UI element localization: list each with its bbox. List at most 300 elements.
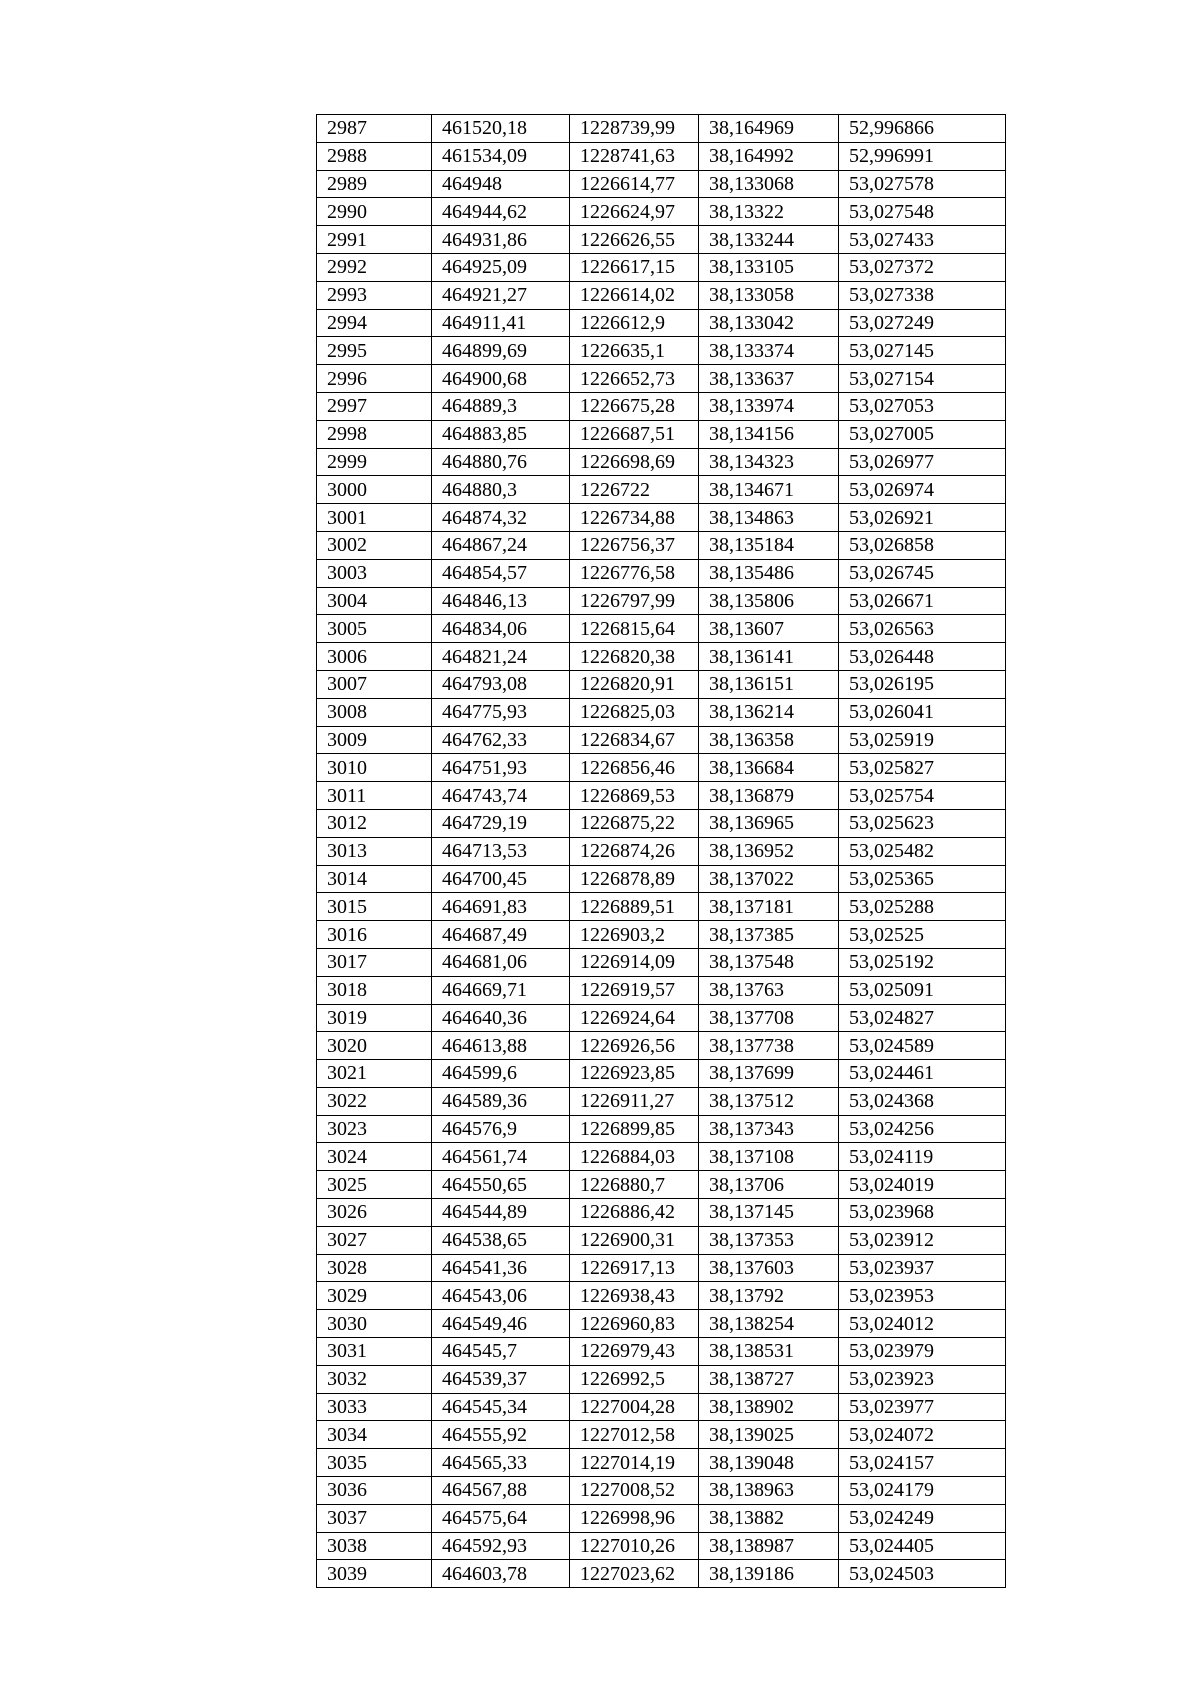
y-coordinate-cell: 1226797,99: [570, 587, 699, 615]
y-coordinate-cell: 1226903,2: [570, 921, 699, 949]
table-row: [317, 253, 1006, 281]
point-number-cell: 2993: [317, 281, 432, 309]
longitude-cell: 38,13706: [699, 1171, 839, 1199]
latitude-cell: 53,026977: [839, 448, 1006, 476]
x-coordinate-cell: 464846,13: [432, 587, 570, 615]
y-coordinate-cell: 1226878,89: [570, 865, 699, 893]
point-number-cell: 3017: [317, 948, 432, 976]
x-coordinate-cell: 464834,06: [432, 615, 570, 643]
point-number-cell: 3011: [317, 782, 432, 810]
longitude-cell: 38,138531: [699, 1338, 839, 1366]
table-row: [317, 365, 1006, 393]
x-coordinate-cell: 464691,83: [432, 893, 570, 921]
point-number-cell: 2996: [317, 365, 432, 393]
latitude-cell: 53,027338: [839, 281, 1006, 309]
point-number-cell: 3025: [317, 1171, 432, 1199]
point-number-cell: 2990: [317, 198, 432, 226]
x-coordinate-cell: 464592,93: [432, 1532, 570, 1560]
x-coordinate-cell: 464911,41: [432, 309, 570, 337]
point-number-cell: 3012: [317, 809, 432, 837]
longitude-cell: 38,136358: [699, 726, 839, 754]
longitude-cell: 38,138727: [699, 1365, 839, 1393]
point-number-cell: 3006: [317, 643, 432, 671]
y-coordinate-cell: 1226938,43: [570, 1282, 699, 1310]
table-row: [317, 948, 1006, 976]
longitude-cell: 38,133637: [699, 365, 839, 393]
longitude-cell: 38,137699: [699, 1060, 839, 1088]
y-coordinate-cell: 1226875,22: [570, 809, 699, 837]
point-number-cell: 3027: [317, 1226, 432, 1254]
y-coordinate-cell: 1226874,26: [570, 837, 699, 865]
y-coordinate-cell: 1226889,51: [570, 893, 699, 921]
latitude-cell: 53,024072: [839, 1421, 1006, 1449]
point-number-cell: 2999: [317, 448, 432, 476]
y-coordinate-cell: 1226626,55: [570, 226, 699, 254]
table-row: [317, 1338, 1006, 1366]
table-row: [317, 392, 1006, 420]
longitude-cell: 38,137548: [699, 948, 839, 976]
latitude-cell: 53,027005: [839, 420, 1006, 448]
longitude-cell: 38,136965: [699, 809, 839, 837]
table-row: [317, 1032, 1006, 1060]
table-row: [317, 1087, 1006, 1115]
point-number-cell: 3009: [317, 726, 432, 754]
longitude-cell: 38,135806: [699, 587, 839, 615]
longitude-cell: 38,13607: [699, 615, 839, 643]
longitude-cell: 38,164969: [699, 115, 839, 143]
latitude-cell: 53,023937: [839, 1254, 1006, 1282]
latitude-cell: 53,02525: [839, 921, 1006, 949]
longitude-cell: 38,13763: [699, 976, 839, 1004]
longitude-cell: 38,139048: [699, 1449, 839, 1477]
x-coordinate-cell: 464925,09: [432, 253, 570, 281]
y-coordinate-cell: 1226979,43: [570, 1338, 699, 1366]
y-coordinate-cell: 1226924,64: [570, 1004, 699, 1032]
y-coordinate-cell: 1226919,57: [570, 976, 699, 1004]
x-coordinate-cell: 464539,37: [432, 1365, 570, 1393]
latitude-cell: 53,026195: [839, 670, 1006, 698]
longitude-cell: 38,136684: [699, 754, 839, 782]
table-row: [317, 1310, 1006, 1338]
x-coordinate-cell: 464743,74: [432, 782, 570, 810]
point-number-cell: 2992: [317, 253, 432, 281]
x-coordinate-cell: 464541,36: [432, 1254, 570, 1282]
longitude-cell: 38,137343: [699, 1115, 839, 1143]
x-coordinate-cell: 464921,27: [432, 281, 570, 309]
y-coordinate-cell: 1226614,02: [570, 281, 699, 309]
point-number-cell: 3001: [317, 504, 432, 532]
y-coordinate-cell: 1227010,26: [570, 1532, 699, 1560]
table-row: [317, 1504, 1006, 1532]
latitude-cell: 53,027053: [839, 392, 1006, 420]
y-coordinate-cell: 1226675,28: [570, 392, 699, 420]
latitude-cell: 53,024368: [839, 1087, 1006, 1115]
x-coordinate-cell: 464793,08: [432, 670, 570, 698]
point-number-cell: 3019: [317, 1004, 432, 1032]
longitude-cell: 38,137708: [699, 1004, 839, 1032]
latitude-cell: 53,027249: [839, 309, 1006, 337]
longitude-cell: 38,138902: [699, 1393, 839, 1421]
latitude-cell: 53,026041: [839, 698, 1006, 726]
y-coordinate-cell: 1226722: [570, 476, 699, 504]
point-number-cell: 3029: [317, 1282, 432, 1310]
point-number-cell: 3037: [317, 1504, 432, 1532]
x-coordinate-cell: 464567,88: [432, 1477, 570, 1505]
table-row: [317, 142, 1006, 170]
latitude-cell: 53,025827: [839, 754, 1006, 782]
point-number-cell: 3039: [317, 1560, 432, 1588]
table-row: [317, 1143, 1006, 1171]
point-number-cell: 3020: [317, 1032, 432, 1060]
point-number-cell: 3038: [317, 1532, 432, 1560]
longitude-cell: 38,137022: [699, 865, 839, 893]
y-coordinate-cell: 1226612,9: [570, 309, 699, 337]
x-coordinate-cell: 464545,34: [432, 1393, 570, 1421]
longitude-cell: 38,137181: [699, 893, 839, 921]
x-coordinate-cell: 464729,19: [432, 809, 570, 837]
latitude-cell: 53,026745: [839, 559, 1006, 587]
longitude-cell: 38,136141: [699, 643, 839, 671]
table-row: [317, 615, 1006, 643]
x-coordinate-cell: 464640,36: [432, 1004, 570, 1032]
table-row: [317, 670, 1006, 698]
y-coordinate-cell: 1226624,97: [570, 198, 699, 226]
y-coordinate-cell: 1226734,88: [570, 504, 699, 532]
latitude-cell: 53,025623: [839, 809, 1006, 837]
longitude-cell: 38,133058: [699, 281, 839, 309]
x-coordinate-cell: 464713,53: [432, 837, 570, 865]
table-row: [317, 782, 1006, 810]
x-coordinate-cell: 464899,69: [432, 337, 570, 365]
longitude-cell: 38,137385: [699, 921, 839, 949]
table-row: [317, 226, 1006, 254]
table-row: [317, 865, 1006, 893]
y-coordinate-cell: 1226856,46: [570, 754, 699, 782]
x-coordinate-cell: 464687,49: [432, 921, 570, 949]
longitude-cell: 38,133042: [699, 309, 839, 337]
latitude-cell: 53,025365: [839, 865, 1006, 893]
x-coordinate-cell: 464538,65: [432, 1226, 570, 1254]
longitude-cell: 38,139025: [699, 1421, 839, 1449]
x-coordinate-cell: 464549,46: [432, 1310, 570, 1338]
table-row: [317, 170, 1006, 198]
longitude-cell: 38,137738: [699, 1032, 839, 1060]
table-row: [317, 198, 1006, 226]
table-row: [317, 1532, 1006, 1560]
latitude-cell: 53,027433: [839, 226, 1006, 254]
longitude-cell: 38,133374: [699, 337, 839, 365]
longitude-cell: 38,133974: [699, 392, 839, 420]
point-number-cell: 3018: [317, 976, 432, 1004]
y-coordinate-cell: 1227023,62: [570, 1560, 699, 1588]
point-number-cell: 3015: [317, 893, 432, 921]
table-row: [317, 809, 1006, 837]
point-number-cell: 3005: [317, 615, 432, 643]
x-coordinate-cell: 464880,3: [432, 476, 570, 504]
x-coordinate-cell: 464900,68: [432, 365, 570, 393]
point-number-cell: 3013: [317, 837, 432, 865]
y-coordinate-cell: 1226914,09: [570, 948, 699, 976]
x-coordinate-cell: 464565,33: [432, 1449, 570, 1477]
latitude-cell: 53,025091: [839, 976, 1006, 1004]
y-coordinate-cell: 1226635,1: [570, 337, 699, 365]
y-coordinate-cell: 1226960,83: [570, 1310, 699, 1338]
latitude-cell: 53,026974: [839, 476, 1006, 504]
table-row: [317, 726, 1006, 754]
point-number-cell: 3022: [317, 1087, 432, 1115]
y-coordinate-cell: 1226992,5: [570, 1365, 699, 1393]
latitude-cell: 53,027154: [839, 365, 1006, 393]
point-number-cell: 3016: [317, 921, 432, 949]
point-number-cell: 3004: [317, 587, 432, 615]
x-coordinate-cell: 464880,76: [432, 448, 570, 476]
point-number-cell: 3034: [317, 1421, 432, 1449]
table-row: [317, 643, 1006, 671]
longitude-cell: 38,13322: [699, 198, 839, 226]
x-coordinate-cell: 464889,3: [432, 392, 570, 420]
x-coordinate-cell: 464599,6: [432, 1060, 570, 1088]
y-coordinate-cell: 1226886,42: [570, 1199, 699, 1227]
y-coordinate-cell: 1226899,85: [570, 1115, 699, 1143]
x-coordinate-cell: 464944,62: [432, 198, 570, 226]
point-number-cell: 2997: [317, 392, 432, 420]
latitude-cell: 53,024827: [839, 1004, 1006, 1032]
x-coordinate-cell: 464576,9: [432, 1115, 570, 1143]
latitude-cell: 53,024589: [839, 1032, 1006, 1060]
table-row: [317, 1060, 1006, 1088]
y-coordinate-cell: 1226776,58: [570, 559, 699, 587]
latitude-cell: 53,026563: [839, 615, 1006, 643]
point-number-cell: 3028: [317, 1254, 432, 1282]
table-row: [317, 754, 1006, 782]
y-coordinate-cell: 1226614,77: [570, 170, 699, 198]
x-coordinate-cell: 461534,09: [432, 142, 570, 170]
y-coordinate-cell: 1226884,03: [570, 1143, 699, 1171]
x-coordinate-cell: 464589,36: [432, 1087, 570, 1115]
latitude-cell: 53,025754: [839, 782, 1006, 810]
latitude-cell: 53,024405: [839, 1532, 1006, 1560]
point-number-cell: 2994: [317, 309, 432, 337]
latitude-cell: 53,024256: [839, 1115, 1006, 1143]
y-coordinate-cell: 1226815,64: [570, 615, 699, 643]
x-coordinate-cell: 461520,18: [432, 115, 570, 143]
coordinates-table: [316, 114, 1006, 1588]
table-row: [317, 1115, 1006, 1143]
x-coordinate-cell: 464821,24: [432, 643, 570, 671]
longitude-cell: 38,138963: [699, 1477, 839, 1505]
y-coordinate-cell: 1228739,99: [570, 115, 699, 143]
table-row: [317, 893, 1006, 921]
point-number-cell: 3024: [317, 1143, 432, 1171]
latitude-cell: 53,023979: [839, 1338, 1006, 1366]
point-number-cell: 3031: [317, 1338, 432, 1366]
table-row: [317, 1004, 1006, 1032]
longitude-cell: 38,133244: [699, 226, 839, 254]
y-coordinate-cell: 1226926,56: [570, 1032, 699, 1060]
y-coordinate-cell: 1226687,51: [570, 420, 699, 448]
table-row: [317, 1393, 1006, 1421]
point-number-cell: 3010: [317, 754, 432, 782]
latitude-cell: 53,023953: [839, 1282, 1006, 1310]
point-number-cell: 3032: [317, 1365, 432, 1393]
table-row: [317, 698, 1006, 726]
latitude-cell: 53,027145: [839, 337, 1006, 365]
table-row: [317, 1421, 1006, 1449]
longitude-cell: 38,134863: [699, 504, 839, 532]
longitude-cell: 38,138987: [699, 1532, 839, 1560]
y-coordinate-cell: 1226756,37: [570, 531, 699, 559]
y-coordinate-cell: 1226880,7: [570, 1171, 699, 1199]
latitude-cell: 53,026858: [839, 531, 1006, 559]
point-number-cell: 2988: [317, 142, 432, 170]
latitude-cell: 53,023923: [839, 1365, 1006, 1393]
x-coordinate-cell: 464948: [432, 170, 570, 198]
point-number-cell: 3003: [317, 559, 432, 587]
longitude-cell: 38,139186: [699, 1560, 839, 1588]
latitude-cell: 53,025288: [839, 893, 1006, 921]
y-coordinate-cell: 1226652,73: [570, 365, 699, 393]
table-row: [317, 309, 1006, 337]
longitude-cell: 38,137145: [699, 1199, 839, 1227]
latitude-cell: 53,026921: [839, 504, 1006, 532]
latitude-cell: 53,027548: [839, 198, 1006, 226]
point-number-cell: 2998: [317, 420, 432, 448]
longitude-cell: 38,134671: [699, 476, 839, 504]
longitude-cell: 38,137603: [699, 1254, 839, 1282]
point-number-cell: 3030: [317, 1310, 432, 1338]
table-row: [317, 837, 1006, 865]
latitude-cell: 53,026448: [839, 643, 1006, 671]
table-row: [317, 504, 1006, 532]
table-row: [317, 587, 1006, 615]
point-number-cell: 2989: [317, 170, 432, 198]
point-number-cell: 2987: [317, 115, 432, 143]
y-coordinate-cell: 1227014,19: [570, 1449, 699, 1477]
longitude-cell: 38,133105: [699, 253, 839, 281]
x-coordinate-cell: 464613,88: [432, 1032, 570, 1060]
y-coordinate-cell: 1226998,96: [570, 1504, 699, 1532]
longitude-cell: 38,136952: [699, 837, 839, 865]
table-row: [317, 1282, 1006, 1310]
longitude-cell: 38,137108: [699, 1143, 839, 1171]
latitude-cell: 53,024179: [839, 1477, 1006, 1505]
latitude-cell: 53,023977: [839, 1393, 1006, 1421]
latitude-cell: 53,024012: [839, 1310, 1006, 1338]
table-row: [317, 921, 1006, 949]
latitude-cell: 53,024119: [839, 1143, 1006, 1171]
latitude-cell: 53,024461: [839, 1060, 1006, 1088]
table-row: [317, 1226, 1006, 1254]
x-coordinate-cell: 464544,89: [432, 1199, 570, 1227]
x-coordinate-cell: 464555,92: [432, 1421, 570, 1449]
latitude-cell: 53,024157: [839, 1449, 1006, 1477]
longitude-cell: 38,136214: [699, 698, 839, 726]
longitude-cell: 38,133068: [699, 170, 839, 198]
table-row: [317, 281, 1006, 309]
longitude-cell: 38,137353: [699, 1226, 839, 1254]
point-number-cell: 3021: [317, 1060, 432, 1088]
x-coordinate-cell: 464543,06: [432, 1282, 570, 1310]
x-coordinate-cell: 464854,57: [432, 559, 570, 587]
latitude-cell: 53,026671: [839, 587, 1006, 615]
y-coordinate-cell: 1226698,69: [570, 448, 699, 476]
longitude-cell: 38,137512: [699, 1087, 839, 1115]
point-number-cell: 3036: [317, 1477, 432, 1505]
longitude-cell: 38,134156: [699, 420, 839, 448]
x-coordinate-cell: 464550,65: [432, 1171, 570, 1199]
y-coordinate-cell: 1226869,53: [570, 782, 699, 810]
y-coordinate-cell: 1226911,27: [570, 1087, 699, 1115]
coordinates-table-body: [317, 115, 1006, 1588]
y-coordinate-cell: 1227008,52: [570, 1477, 699, 1505]
point-number-cell: 3002: [317, 531, 432, 559]
y-coordinate-cell: 1226917,13: [570, 1254, 699, 1282]
y-coordinate-cell: 1226834,67: [570, 726, 699, 754]
latitude-cell: 53,025919: [839, 726, 1006, 754]
x-coordinate-cell: 464700,45: [432, 865, 570, 893]
y-coordinate-cell: 1226820,38: [570, 643, 699, 671]
latitude-cell: 52,996991: [839, 142, 1006, 170]
latitude-cell: 53,023912: [839, 1226, 1006, 1254]
x-coordinate-cell: 464762,33: [432, 726, 570, 754]
y-coordinate-cell: 1226923,85: [570, 1060, 699, 1088]
x-coordinate-cell: 464751,93: [432, 754, 570, 782]
table-row: [317, 115, 1006, 143]
table-row: [317, 448, 1006, 476]
table-row: [317, 420, 1006, 448]
x-coordinate-cell: 464874,32: [432, 504, 570, 532]
x-coordinate-cell: 464681,06: [432, 948, 570, 976]
x-coordinate-cell: 464883,85: [432, 420, 570, 448]
x-coordinate-cell: 464603,78: [432, 1560, 570, 1588]
point-number-cell: 3008: [317, 698, 432, 726]
latitude-cell: 53,027578: [839, 170, 1006, 198]
x-coordinate-cell: 464575,64: [432, 1504, 570, 1532]
table-row: [317, 1365, 1006, 1393]
point-number-cell: 3023: [317, 1115, 432, 1143]
table-row: [317, 1254, 1006, 1282]
y-coordinate-cell: 1227004,28: [570, 1393, 699, 1421]
longitude-cell: 38,138254: [699, 1310, 839, 1338]
longitude-cell: 38,164992: [699, 142, 839, 170]
point-number-cell: 2995: [317, 337, 432, 365]
x-coordinate-cell: 464931,86: [432, 226, 570, 254]
y-coordinate-cell: 1228741,63: [570, 142, 699, 170]
table-row: [317, 337, 1006, 365]
longitude-cell: 38,13792: [699, 1282, 839, 1310]
x-coordinate-cell: 464561,74: [432, 1143, 570, 1171]
latitude-cell: 53,025192: [839, 948, 1006, 976]
table-row: [317, 1477, 1006, 1505]
table-row: [317, 476, 1006, 504]
point-number-cell: 3033: [317, 1393, 432, 1421]
longitude-cell: 38,136879: [699, 782, 839, 810]
latitude-cell: 53,025482: [839, 837, 1006, 865]
y-coordinate-cell: 1226617,15: [570, 253, 699, 281]
longitude-cell: 38,136151: [699, 670, 839, 698]
x-coordinate-cell: 464545,7: [432, 1338, 570, 1366]
y-coordinate-cell: 1226900,31: [570, 1226, 699, 1254]
y-coordinate-cell: 1226825,03: [570, 698, 699, 726]
table-row: [317, 1560, 1006, 1588]
longitude-cell: 38,13882: [699, 1504, 839, 1532]
y-coordinate-cell: 1227012,58: [570, 1421, 699, 1449]
latitude-cell: 53,023968: [839, 1199, 1006, 1227]
table-row: [317, 976, 1006, 1004]
point-number-cell: 3000: [317, 476, 432, 504]
x-coordinate-cell: 464775,93: [432, 698, 570, 726]
latitude-cell: 53,024503: [839, 1560, 1006, 1588]
